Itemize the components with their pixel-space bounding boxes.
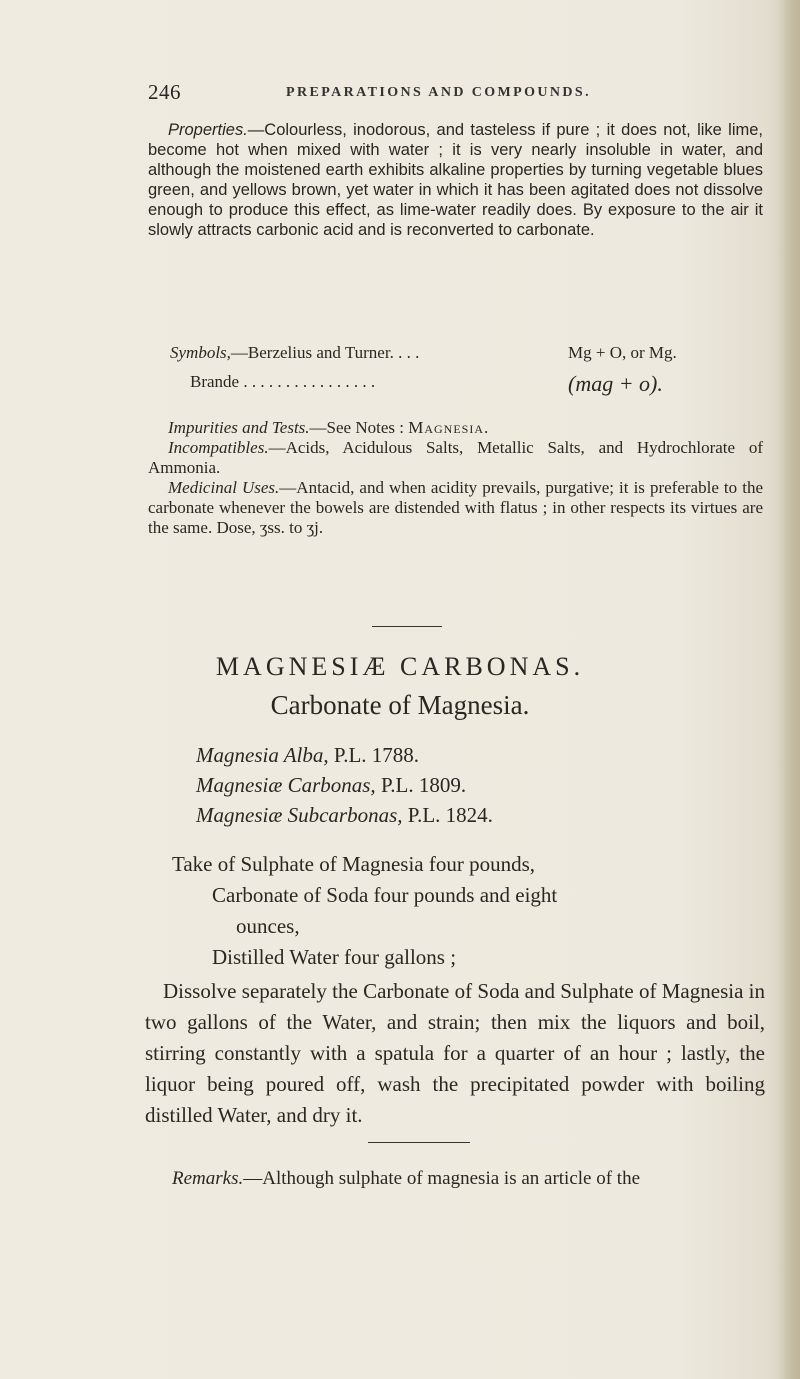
section-title: MAGNESIÆ CARBONAS. bbox=[215, 652, 585, 681]
symbols-row1-value: Mg + O, or Mg. bbox=[568, 343, 677, 362]
synonym-name: Magnesiæ Carbonas, bbox=[196, 773, 376, 797]
page-header bbox=[148, 80, 668, 106]
synonym-ref: P.L. 1809. bbox=[380, 773, 467, 797]
remarks-label: Remarks. bbox=[172, 1168, 244, 1189]
impurities-text: —See Notes : bbox=[309, 418, 404, 437]
synonym-2 bbox=[196, 773, 466, 798]
synonym-name: Magnesiæ Subcarbonas, bbox=[196, 803, 403, 827]
incompatibles-paragraph bbox=[148, 438, 763, 478]
recipe-method: Dissolve separately the Carbonate of Soda and Sulphate of Magnesia in two gallons of the Water, and strain; then mix the liquors and boil, stirring constantly with a spatula for a quarter of an hour ; lastly, the liquor being poured off, wash the precipitated powder with boiling distilled Water, and dry it. bbox=[145, 979, 765, 1127]
synonym-ref: P.L. 1788. bbox=[333, 743, 420, 767]
recipe-line-1: Take of Sulphate of Magnesia four pounds, bbox=[172, 852, 536, 876]
properties-paragraph bbox=[148, 120, 763, 240]
section-subtitle: Carbonate of Magnesia. bbox=[270, 690, 530, 720]
synonym-ref: P.L. 1824. bbox=[407, 803, 493, 827]
properties-text: —Colourless, inodorous, and tasteless if pure ; it does not, like lime, become hot when mixed with water ; it is very nearly insoluble in water, and although the moistened earth exhibits alkaline properties by turning vegetable blues green, and yellows brown, yet water in which it has been agitated does not dissolve enough to produce this effect, as lime-water readily does. By exposure to the air it slowly attracts carbonic acid and is reconverted to carbonate. bbox=[148, 121, 763, 239]
symbols-row2-value: (mag + o). bbox=[568, 371, 663, 396]
impurities-paragraph bbox=[148, 418, 763, 438]
recipe-line-3: ounces, bbox=[236, 914, 300, 938]
remarks-text: —Although sulphate of magnesia is an article of the bbox=[243, 1168, 641, 1189]
properties-label: Properties. bbox=[168, 121, 248, 139]
page-number: 246 bbox=[148, 80, 181, 104]
medicinal-label: Medicinal Uses. bbox=[168, 478, 280, 497]
remarks-divider bbox=[368, 1142, 470, 1143]
medicinal-paragraph bbox=[148, 478, 763, 538]
remarks-paragraph bbox=[172, 1168, 640, 1190]
impurities-label: Impurities and Tests. bbox=[168, 418, 310, 437]
impurities-ref: Magnesia. bbox=[408, 418, 490, 437]
incompatibles-text: —Acids, Acidulous Salts, Metallic Salts, and Hydrochlorate of Ammonia. bbox=[148, 438, 763, 477]
symbols-row-2 bbox=[170, 372, 730, 398]
section-divider bbox=[372, 626, 442, 627]
synonym-name: Magnesia Alba, bbox=[196, 743, 329, 767]
symbols-line-1 bbox=[170, 343, 419, 363]
synonym-3 bbox=[196, 803, 493, 828]
symbols-label: Symbols, bbox=[170, 343, 231, 362]
symbols-row1-name: —Berzelius and Turner. . . . bbox=[230, 343, 420, 362]
recipe-line-4: Distilled Water four gallons ; bbox=[212, 945, 457, 969]
symbols-row-1 bbox=[170, 343, 730, 369]
running-head: PREPARATIONS AND COMPOUNDS. bbox=[286, 85, 592, 100]
incompatibles-label: Incompatibles. bbox=[168, 438, 269, 457]
recipe-line-2: Carbonate of Soda four pounds and eight bbox=[212, 883, 558, 907]
synonym-1 bbox=[196, 743, 419, 768]
symbols-row2-name: Brande . . . . . . . . . . . . . . . . bbox=[190, 372, 376, 391]
medicinal-text: —Antacid, and when acidity prevails, purgative; it is preferable to the carbonate whenever the bowels are distended with flatus ; in other respects its virtues are the same. Dose, ʒss. to ʒj. bbox=[148, 478, 763, 537]
